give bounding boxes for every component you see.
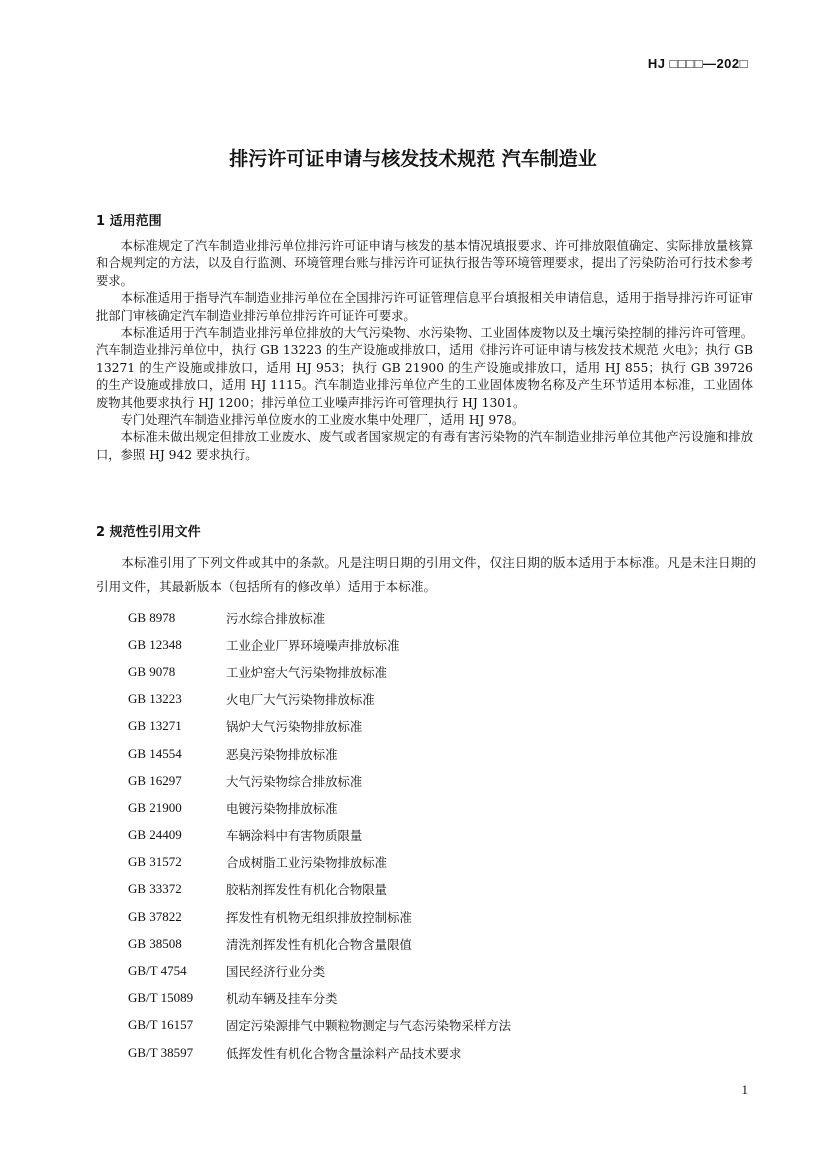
reference-code: GB 38508 [128, 935, 182, 951]
reference-name: 恶臭污染物排放标准 [226, 746, 338, 762]
paragraph: 本标准引用了下列文件或其中的条款。凡是注明日期的引用文件，仅注日期的版本适用于本标准。凡是未注日期的引用文件，其最新版本（包括所有的修改单）适用于本标准。 [96, 555, 756, 594]
section-body-scope [96, 238, 753, 464]
page-number: 1 [741, 1082, 748, 1097]
reference-code: GB/T 15089 [128, 990, 194, 1006]
reference-name: 挥发性有机物无组织排放控制标准 [226, 909, 412, 925]
reference-code: GB/T 16157 [128, 1017, 194, 1033]
reference-name: 污水综合排放标准 [226, 610, 326, 626]
reference-code: GB 31572 [128, 854, 182, 870]
list-item [128, 1012, 748, 1039]
section-body-references [96, 551, 756, 599]
reference-code: GB 37822 [128, 908, 182, 924]
list-item [128, 822, 748, 849]
reference-code: GB 13223 [128, 691, 182, 707]
list-item [128, 957, 748, 984]
reference-name: 固定污染源排气中颗粒物测定与气态污染物采样方法 [226, 1018, 511, 1034]
list-item [128, 1039, 748, 1066]
list-item [128, 794, 748, 821]
reference-name: 车辆涂料中有害物质限量 [226, 828, 363, 844]
paragraph: 本标准适用于汽车制造业排污单位排放的大气污染物、水污染物、工业固体废物以及土壤污染控制的排污许可管理。汽车制造业排污单位中，执行 GB 13223 的生产设施或排放口，适用《排污许可证申请与核发技术规范 火电》；执行 GB 13271 的生产设施或排放口，适用 HJ 953；执行 GB 21900 的生产设施或排放口，适用 HJ 855；执行 GB 39726 的生产设施或排放口，适用 HJ 1115。汽车制造业排污单位产生的工业固体废物名称及产生环节适用本标准，工业固体废物其他要求执行 HJ 1200；排污单位工业噪声排污许可管理执行 HJ 1301。 [96, 326, 753, 410]
list-item [128, 903, 748, 930]
paragraph: 专门处理汽车制造业排污单位废水的工业废水集中处理厂，适用 HJ 978。 [120, 413, 525, 428]
page-title: 排污许可证申请与核发技术规范 汽车制造业 [229, 148, 597, 170]
reference-code: GB 21900 [128, 799, 182, 815]
reference-name: 低挥发性有机化合物含量涂料产品技术要求 [226, 1045, 462, 1061]
list-item [128, 686, 748, 713]
reference-code: GB 13271 [128, 718, 182, 734]
list-item [128, 767, 748, 794]
reference-name: 合成树脂工业污染物排放标准 [226, 855, 388, 871]
list-item [128, 740, 748, 767]
reference-name: 国民经济行业分类 [226, 964, 326, 980]
reference-code: GB 33372 [128, 881, 182, 897]
section-heading-scope: 1 适用范围 [96, 214, 162, 229]
document-code: HJ □□□□—202□ [647, 56, 748, 71]
paragraph: 本标准适用于指导汽车制造业排污单位在全国排污许可证管理信息平台填报相关申请信息，适用于指导排污许可证审批部门审核确定汽车制造业排污单位排污许可证许可要求。 [96, 291, 753, 323]
reference-code: GB 14554 [128, 745, 182, 761]
list-item [128, 849, 748, 876]
reference-name: 锅炉大气污染物排放标准 [226, 719, 363, 735]
list-item [128, 713, 748, 740]
reference-code: GB 9078 [128, 663, 176, 679]
list-item [128, 930, 748, 957]
reference-name: 机动车辆及挂车分类 [226, 991, 338, 1007]
paragraph: 本标准未做出规定但排放工业废水、废气或者国家规定的有毒有害污染物的汽车制造业排污单位其他产污设施和排放口，参照 HJ 942 要求执行。 [96, 430, 753, 462]
reference-code: GB 16297 [128, 772, 182, 788]
reference-code: GB 12348 [128, 636, 182, 652]
reference-name: 工业企业厂界环境噪声排放标准 [226, 637, 400, 653]
list-item [128, 658, 748, 685]
paragraph: 本标准规定了汽车制造业排污单位排污许可证申请与核发的基本情况填报要求、许可排放限值确定、实际排放量核算和合规判定的方法，以及自行监测、环境管理台账与排污许可证执行报告等环境管理要求，提出了污染防治可行技术参考要求。 [96, 239, 753, 288]
list-item [128, 876, 748, 903]
reference-name: 胶粘剂挥发性有机化合物限量 [226, 882, 388, 898]
reference-name: 电镀污染物排放标准 [226, 800, 338, 816]
reference-name: 火电厂大气污染物排放标准 [226, 692, 375, 708]
reference-code: GB/T 4754 [128, 963, 187, 979]
reference-name: 大气污染物综合排放标准 [226, 773, 363, 789]
reference-code: GB/T 38597 [128, 1044, 194, 1060]
reference-code: GB 24409 [128, 827, 182, 843]
list-item [128, 631, 748, 658]
reference-name: 清洗剂挥发性有机化合物含量限值 [226, 936, 412, 952]
reference-name: 工业炉窑大气污染物排放标准 [226, 664, 388, 680]
reference-code: GB 8978 [128, 609, 176, 625]
section-heading-references: 2 规范性引用文件 [96, 525, 201, 540]
list-item [128, 604, 748, 631]
list-item [128, 985, 748, 1012]
reference-list [128, 604, 748, 1066]
